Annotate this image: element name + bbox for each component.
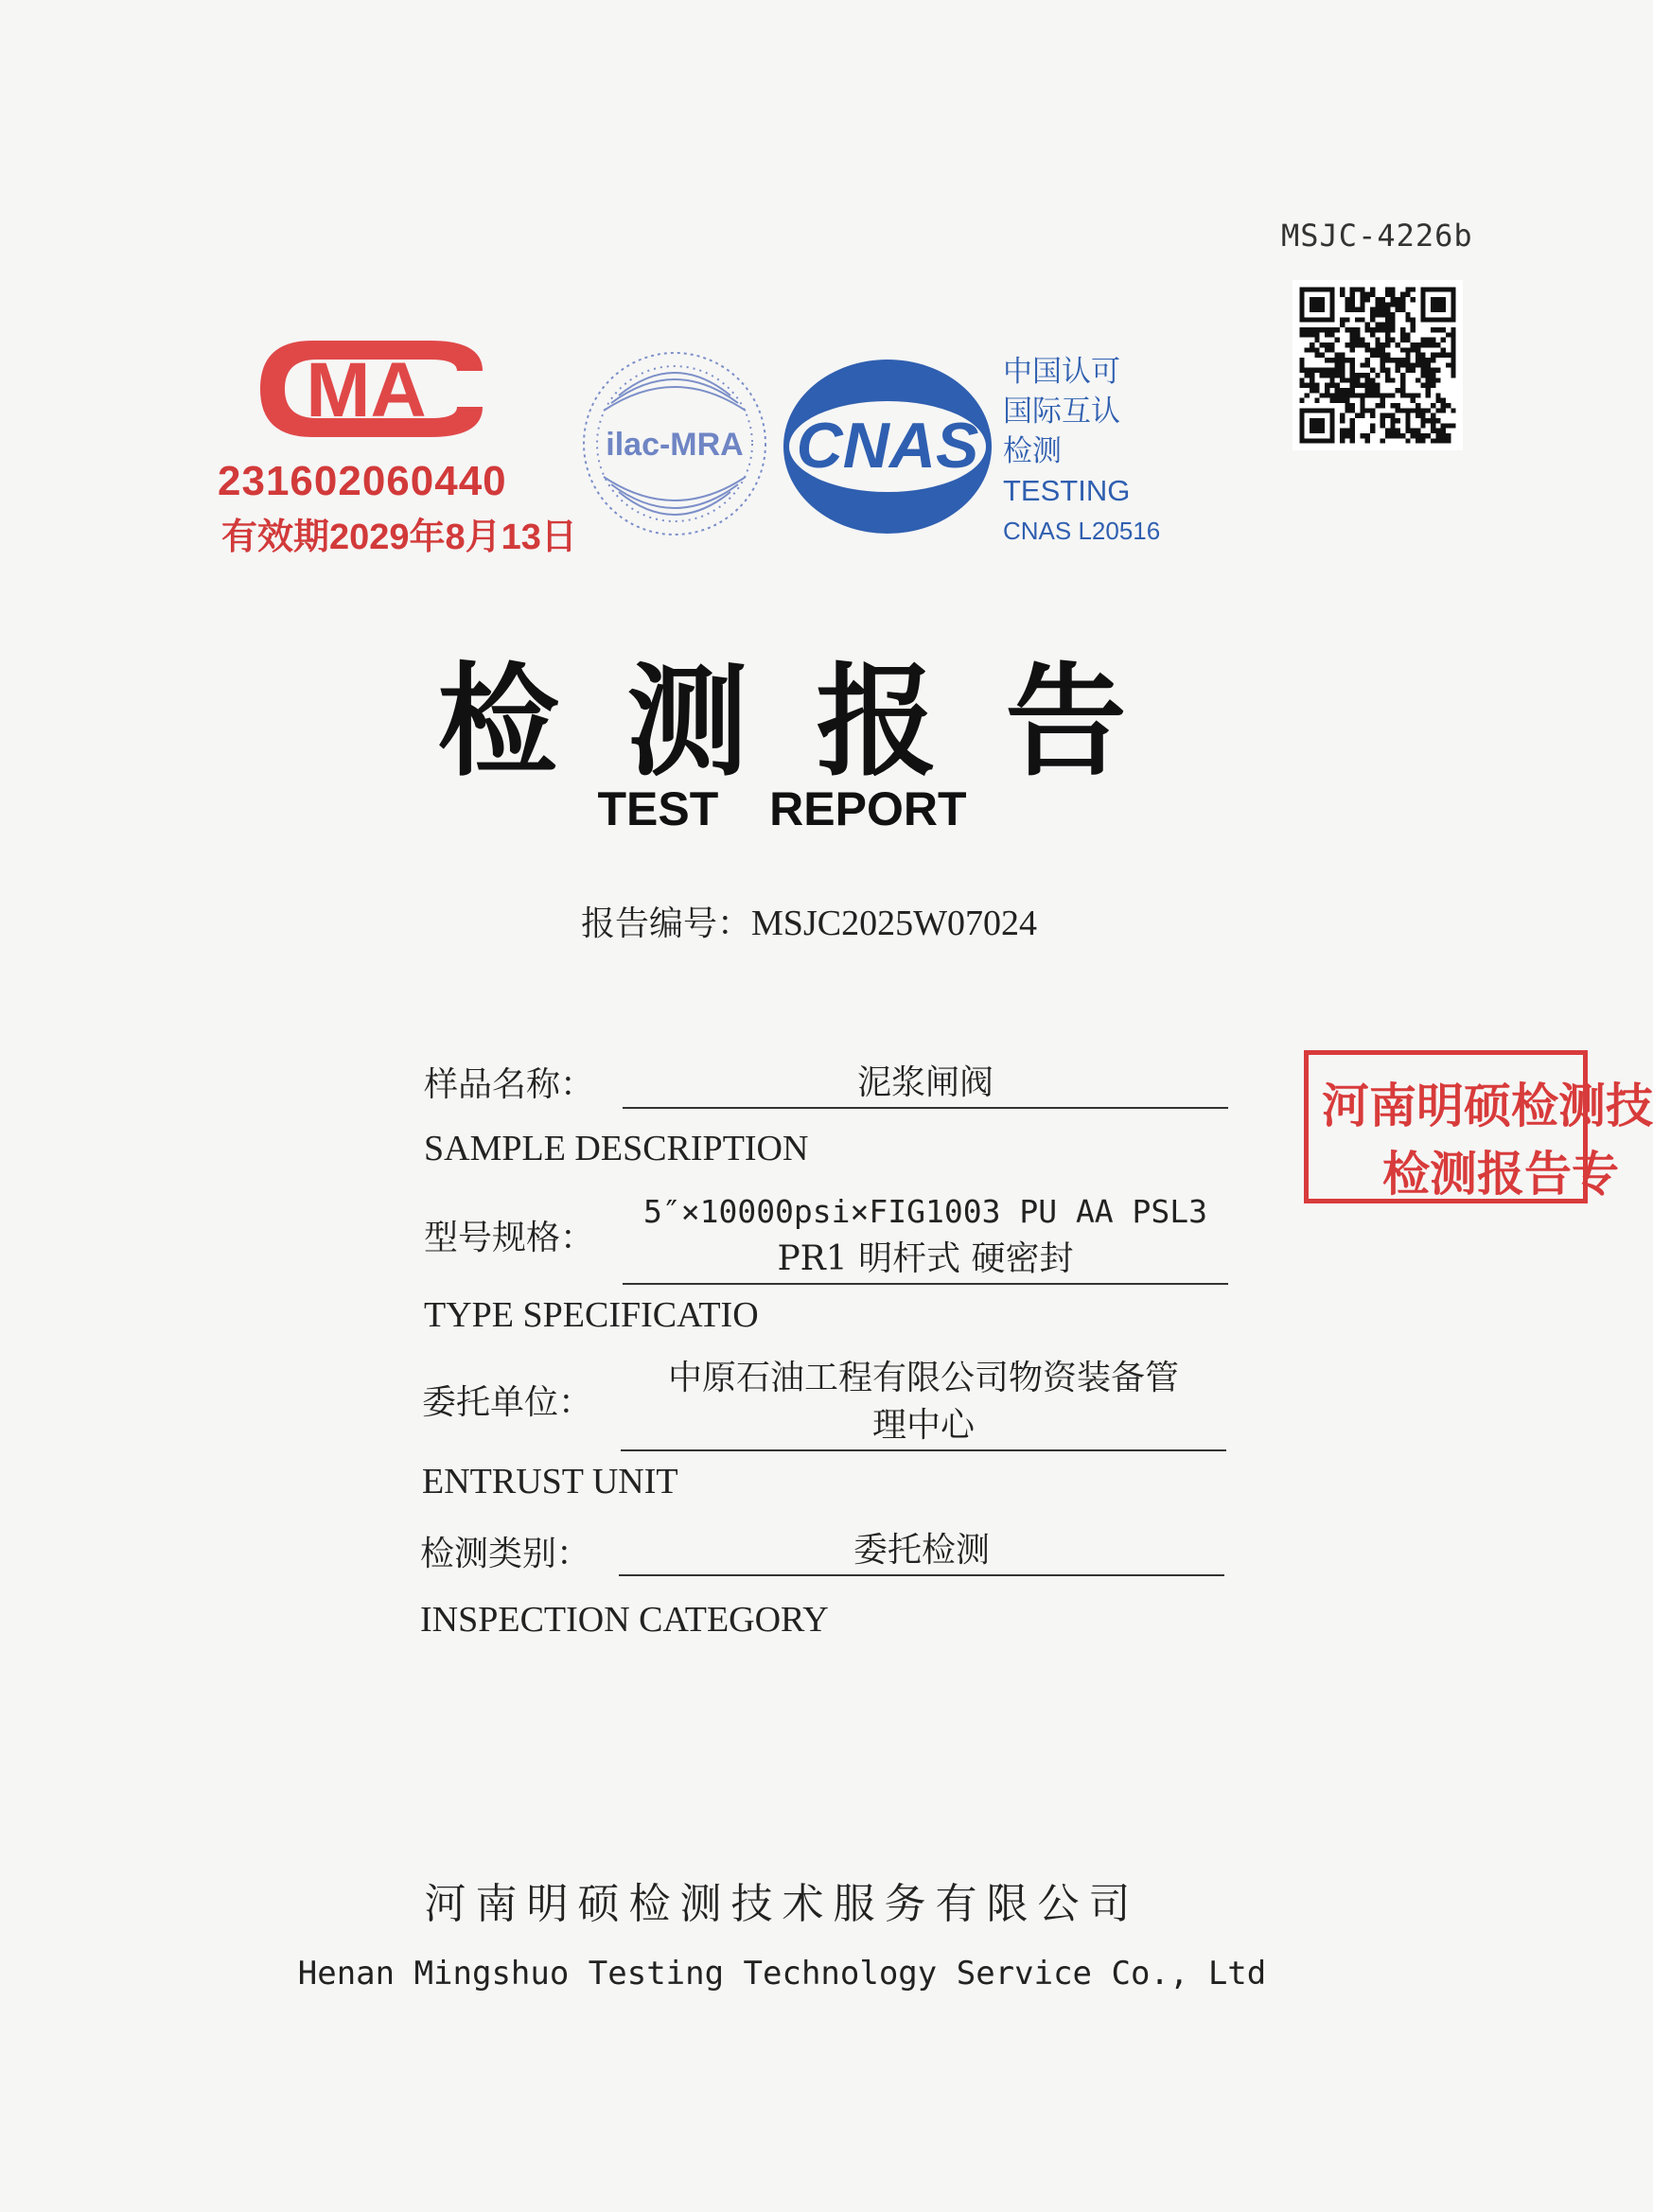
ma-logo <box>241 333 499 445</box>
inspection-category-value <box>619 1527 1224 1576</box>
company-name-cn: 河南明硕检测技术服务有限公司 <box>424 1880 1140 1928</box>
entrust-unit-value <box>621 1355 1226 1451</box>
report-number <box>581 897 1037 945</box>
cnas-logo-text: CNAS <box>796 410 979 482</box>
cnas-accreditation-text <box>1003 352 1160 551</box>
stamp-line-2: 检测报告专 <box>1382 1148 1619 1201</box>
ma-logo-text: MA <box>306 347 427 433</box>
cnas-line: CNAS L20516 <box>1003 517 1161 545</box>
ilac-text: ilac-MRA <box>606 427 744 463</box>
cnas-line: 中国认可 <box>1003 355 1120 388</box>
entrust-unit-label-en: ENTRUST UNIT <box>422 1462 678 1501</box>
sample-description-value <box>623 1060 1228 1109</box>
inspection-category-label-en: INSPECTION CATEGORY <box>420 1600 829 1640</box>
report-number-value: MSJC2025W07024 <box>751 904 1037 943</box>
cnas-line: TESTING <box>1003 474 1131 507</box>
ma-validity: 有效期2029年8月13日 <box>221 518 577 557</box>
value-line: 委托检测 <box>853 1531 990 1570</box>
type-specification-label-en: TYPE SPECIFICATIO <box>424 1295 759 1335</box>
type-specification-label-cn: 型号规格： <box>424 1219 595 1257</box>
inspection-stamp <box>1304 1050 1653 1203</box>
cnas-logo <box>774 352 1001 541</box>
entrust-unit-label-cn: 委托单位： <box>422 1383 593 1422</box>
value-line: 泥浆闸阀 <box>856 1063 994 1102</box>
sample-description-label-cn: 样品名称： <box>424 1065 595 1104</box>
value-line: PR1 明杆式 硬密封 <box>777 1239 1074 1278</box>
document-code: MSJC-4226b <box>1281 218 1473 254</box>
company-name-en: Henan Mingshuo Testing Technology Service Co., Ltd <box>297 1955 1267 1993</box>
value-line: 5″×10000psi×FIG1003 PU AA PSL3 <box>642 1193 1208 1230</box>
ma-number: 231602060440 <box>218 458 507 504</box>
title-english: TEST REPORT <box>597 782 967 835</box>
ilac-mra-logo <box>575 344 774 543</box>
type-specification-value <box>623 1188 1228 1285</box>
inspection-category-label-cn: 检测类别： <box>420 1535 591 1573</box>
value-line: 中原石油工程有限公司物资装备管 <box>667 1359 1179 1397</box>
report-number-label: 报告编号： <box>581 904 752 943</box>
title-chinese: 检测报告 <box>437 651 1195 793</box>
stamp-line-1: 河南明硕检测技 <box>1322 1080 1653 1132</box>
qr-code-icon <box>1293 280 1463 450</box>
sample-description-label-en: SAMPLE DESCRIPTION <box>424 1129 809 1168</box>
cnas-line: 国际互认 <box>1003 395 1120 428</box>
value-line: 理中心 <box>871 1406 975 1445</box>
cnas-line: 检测 <box>1003 434 1062 467</box>
